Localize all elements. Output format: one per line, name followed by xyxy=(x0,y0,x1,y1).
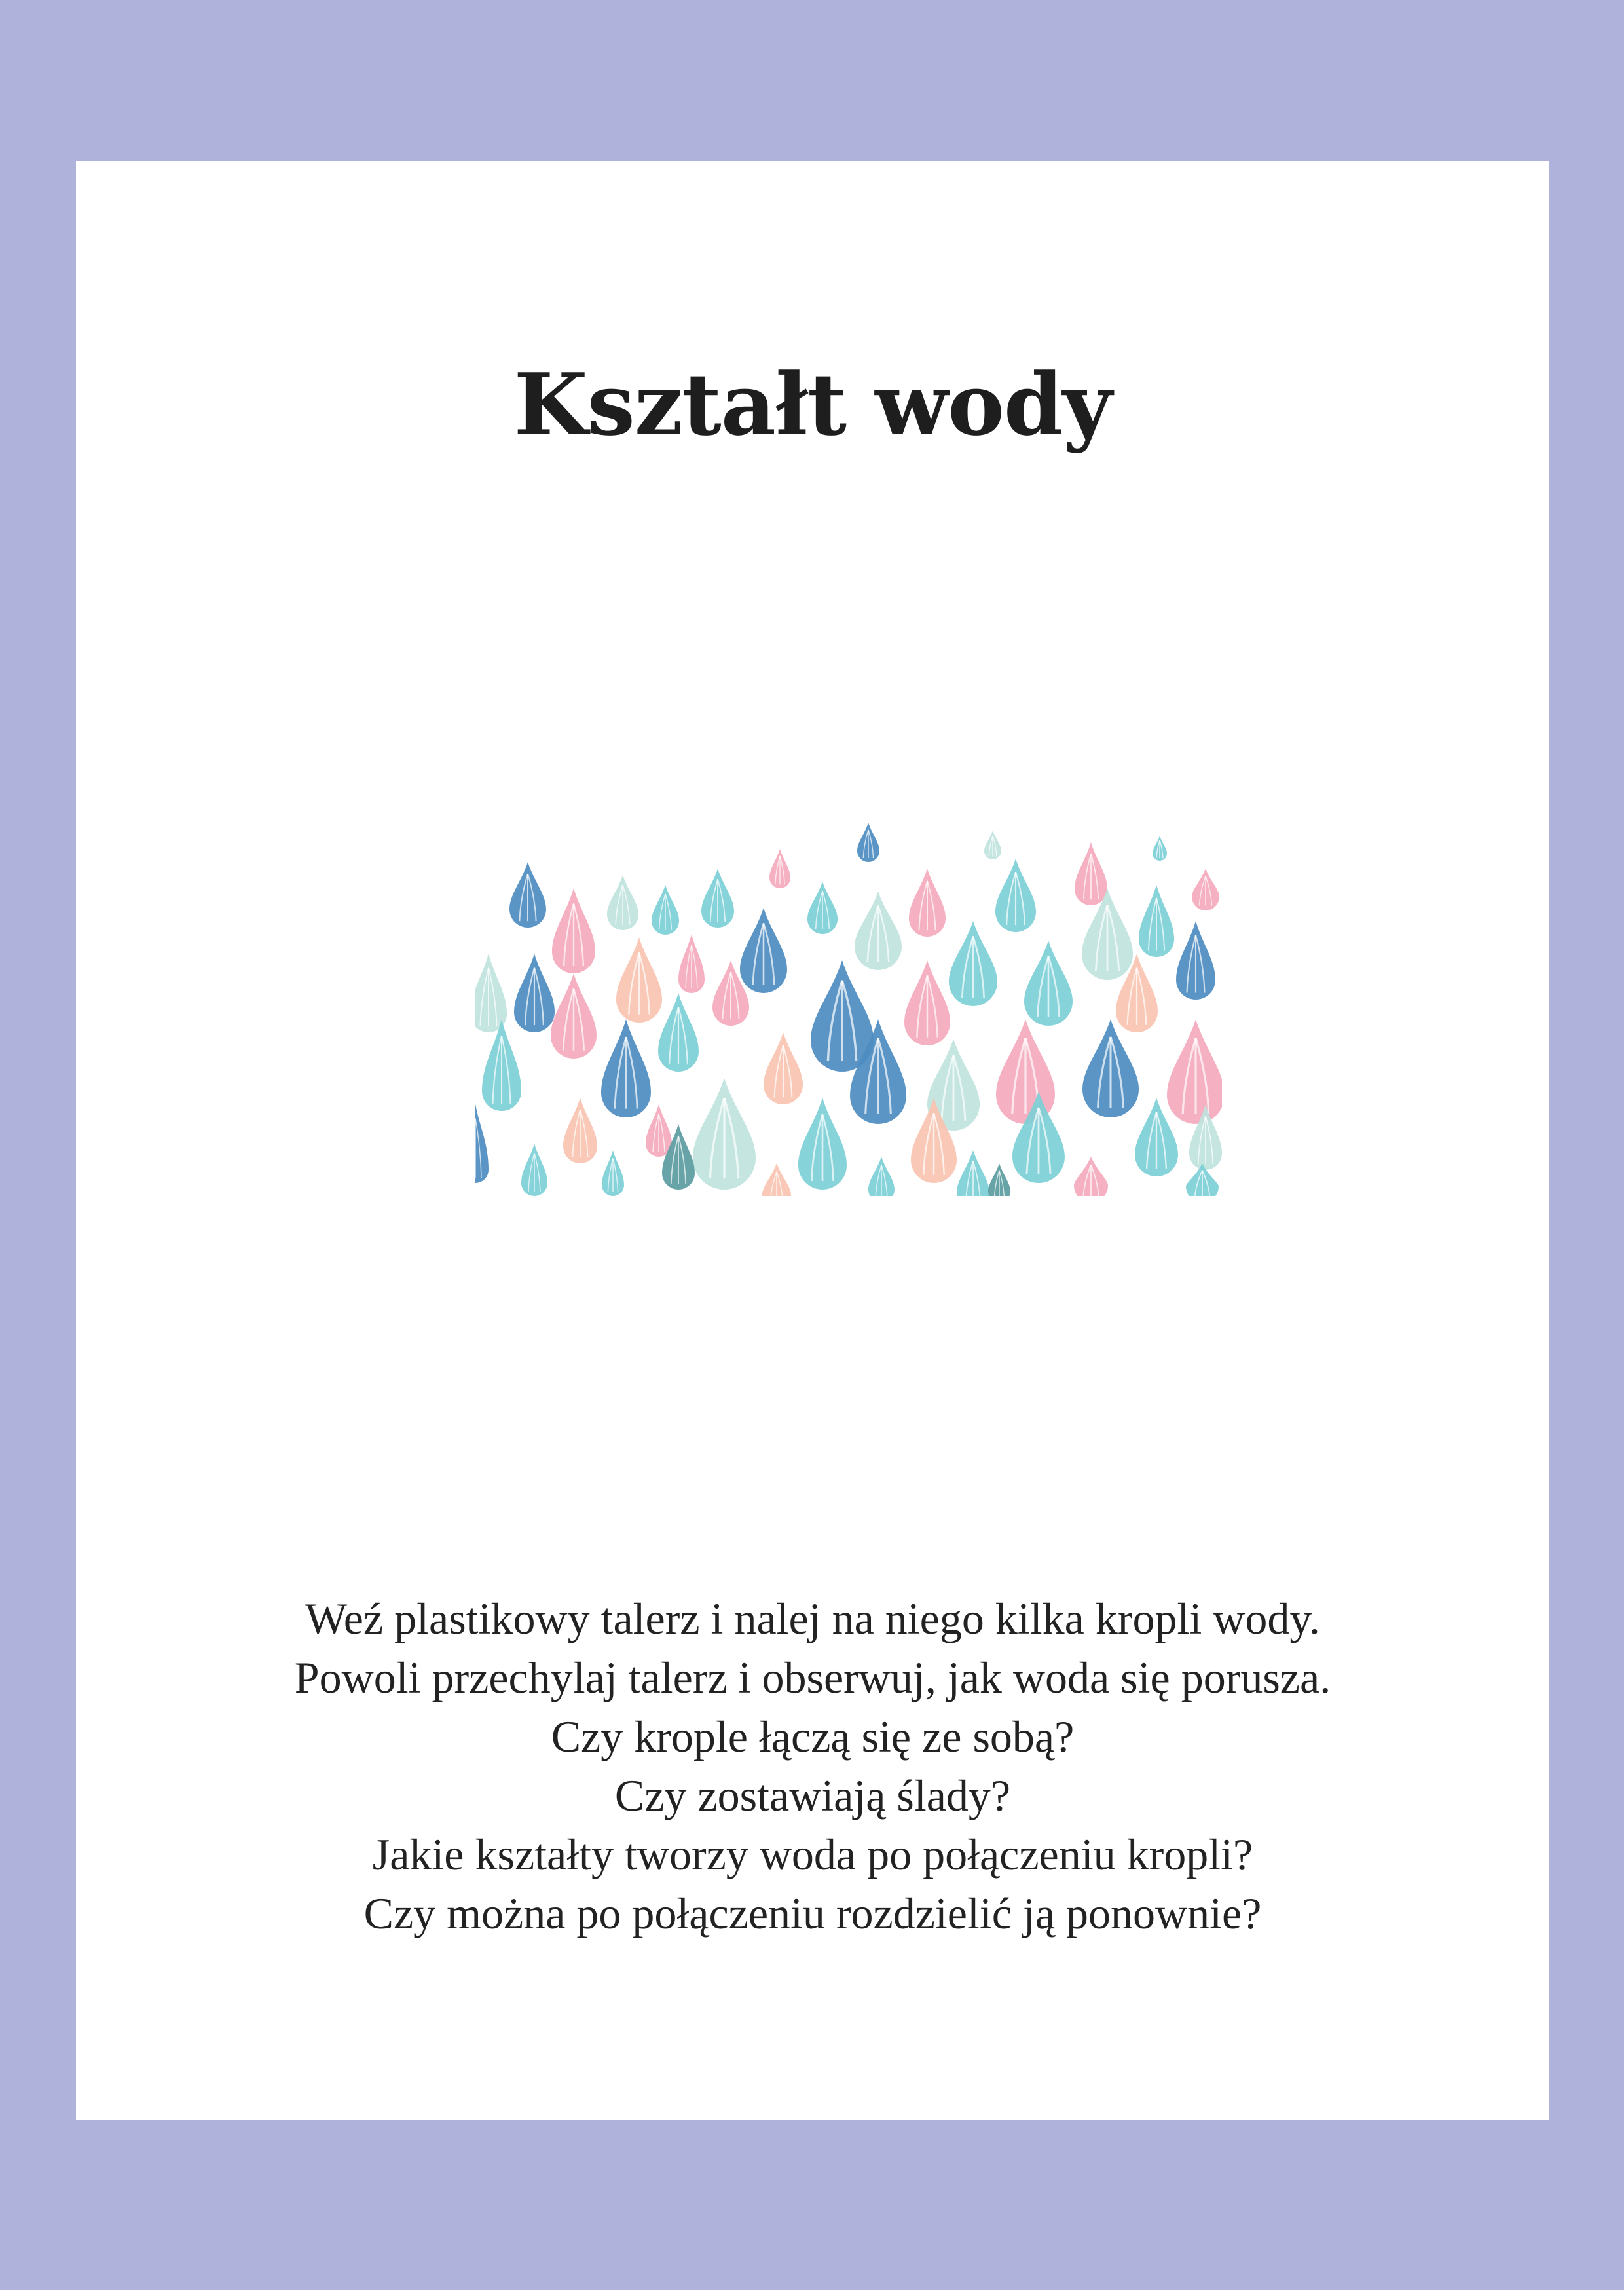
instruction-line: Powoli przechylaj talerz i obserwuj, jak woda się porusza. xyxy=(294,1653,1331,1702)
page-title: Kształt wody xyxy=(513,354,1112,455)
instruction-line: Czy krople łączą się ze sobą? xyxy=(551,1712,1075,1761)
instructions-text xyxy=(76,1589,1549,1943)
instruction-line: Czy zostawiają ślady? xyxy=(614,1771,1011,1820)
instruction-line: Weź plastikowy talerz i nalej na niego kilka kropli wody. xyxy=(305,1594,1320,1643)
page-card xyxy=(76,161,1549,2120)
instruction-line: Jakie kształty tworzy woda po połączeniu kropli? xyxy=(372,1830,1253,1879)
instruction-line: Czy można po połączeniu rozdzielić ją ponownie? xyxy=(363,1888,1262,1938)
raindrops-pattern-icon xyxy=(475,823,1222,1203)
